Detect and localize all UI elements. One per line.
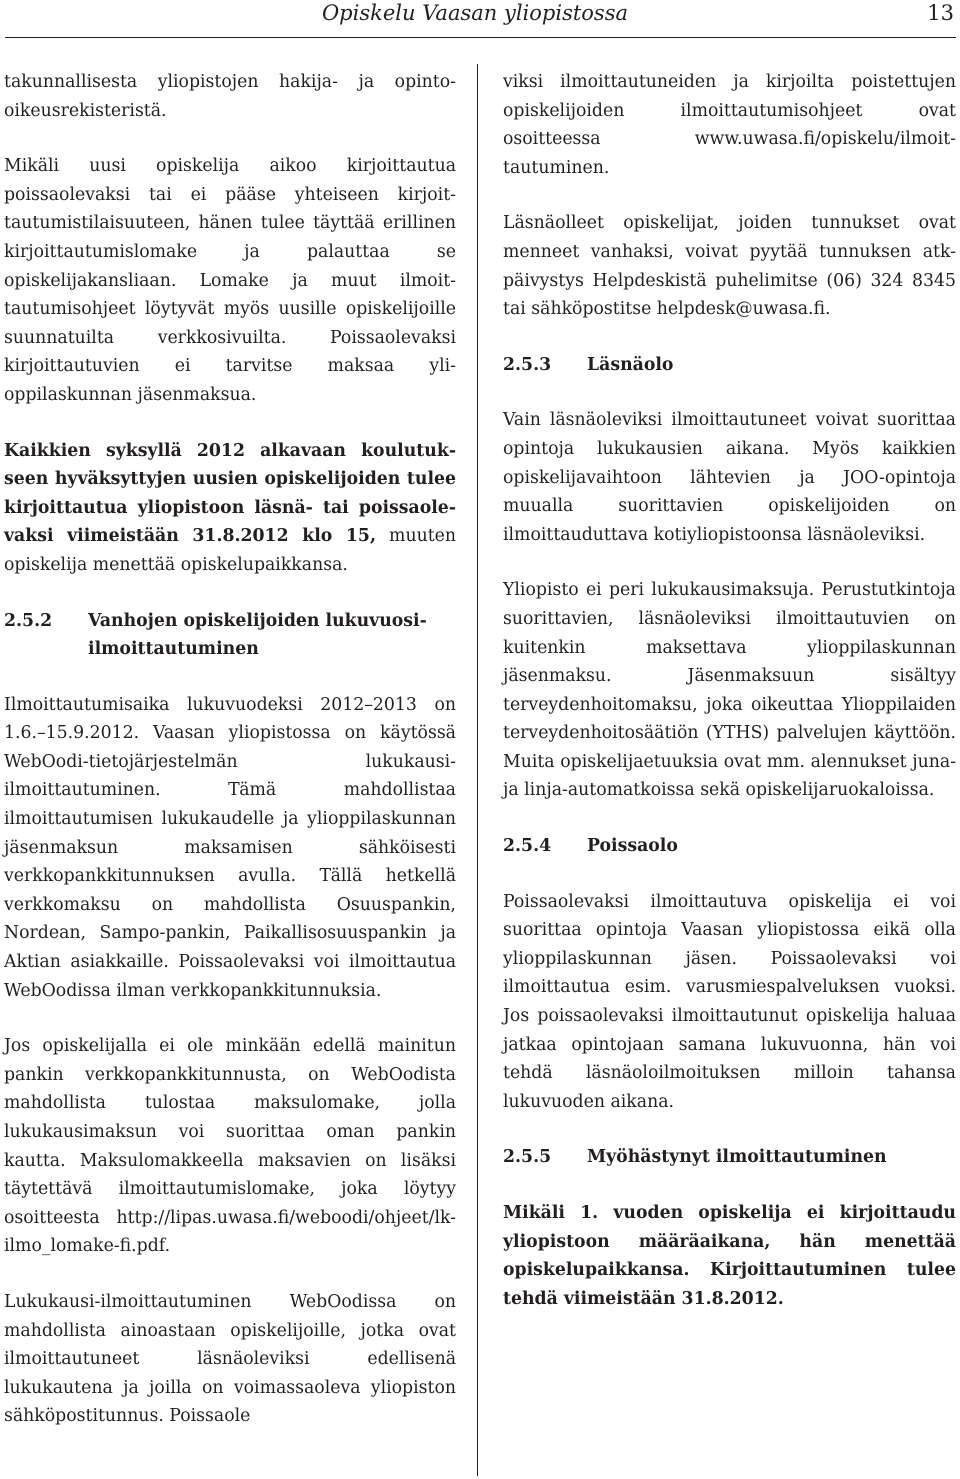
paragraph: Poissaolevaksi ilmoittautuva opiskelija ei voi suorittaa opintoja Vaasan yliopistossa eikä olla ylioppilaskunnan jäsen. Poissaolevaksi voi ilmoittautua esim. varusmiespalveluksen vuoksi. Jos poissaolevaksi ilmoittautunut opiskelija haluaa jatkaa opintojaan samana lukuvuonna, hän voi tehdä läsnäoloilmoituksen milloin tahansa lukuvuoden aikana. bbox=[503, 891, 956, 1112]
section-number: 2.5.4 bbox=[503, 836, 552, 857]
paragraph: Ilmoittautumisaika lukuvuodeksi 2012–2013 on 1.6.–15.9.2012. Vaasan yliopistossa on käytössä WebOodi-tietojärjestelmän lukukausi-ilmoittautuminen. Tämä mahdollistaa ilmoittautumisen lukukaudelle ja ylioppilaskunnan jäsenmaksun maksamisen sähköisesti verkkopankkitunnuksen avulla. Tällä hetkellä verkkomaksu on mahdollista Osuuspankin, Nordean, Sampo-pankin, Paikallisosuuspankin ja Aktian asiakkaille. Poissaolevaksi voi ilmoittautua WebOodissa ilman verkkopankkitunnuksia. bbox=[4, 694, 456, 1001]
paragraph: Yliopisto ei peri lukukausimaksuja. Perustutkintoja suorittavien, läsnäoleviksi ilmoittautuvien on kuitenkin maksettava ylioppilaskunnan jäsenmaksu. Jäsenmaksuun sisältyy terveydenhoitomaksu, joka oikeuttaa Ylioppilaiden terveydenhoitosäätiön (YTHS) palvelujen käyttöön. Muita opiskelijaetuuksia ovat mm. alennukset juna- ja linja-automatkoissa sekä opiskelijaruokaloissa. bbox=[503, 580, 956, 801]
paragraph: viksi ilmoittautuneiden ja kirjoilta poistettujen opiskelijoiden ilmoittautumisohjeet ovat osoitteessa www.uwasa.fi/opiskelu/ilmoittautuminen. bbox=[503, 72, 956, 178]
left-column bbox=[4, 68, 456, 1458]
section-heading bbox=[503, 832, 956, 861]
bold-paragraph: Mikäli 1. vuoden opiskelija ei kirjoittaudu yliopistoon määräaikana, hän menettää opiskelupaikkansa. Kirjoittautuminen tulee tehdä viimeistään 31.8.2012. bbox=[503, 1203, 956, 1309]
paragraph: Jos opiskelijalla ei ole minkään edellä mainitun pankin verkkopankkitunnusta, on WebOodista mahdollista tulostaa maksulomake, jolla lukukausimaksun voi suorittaa oman pankin kautta. Maksulomakkeella maksavien on lisäksi täytettävä ilmoittautumislomake, joka löytyy osoitteesta http://lipas.uwasa.fi/weboodi/ohjeet/lk-ilmo_lomake-fi.pdf. bbox=[4, 1036, 456, 1257]
paragraph: takunnallisesta yliopistojen hakija- ja opintooikeusrekisteristä. bbox=[4, 72, 456, 121]
section-title: Vanhojen opiskelijoiden lukuvuosi-ilmoittautuminen bbox=[88, 610, 427, 660]
section-number: 2.5.5 bbox=[503, 1147, 552, 1168]
section-heading bbox=[503, 351, 956, 380]
paragraph: Vain läsnäoleviksi ilmoittautuneet voivat suorittaa opintoja lukukausien aikana. Myös kaikkien opiskelijavaihtoon lähtevien ja JOO-opintoja muualla suorittavien opiskelijoiden on ilmoittauduttava kotiyliopistoonsa läsnäoleviksi. bbox=[503, 410, 956, 545]
running-title: Opiskelu Vaasan yliopistossa bbox=[321, 1, 628, 25]
header-rule bbox=[5, 37, 956, 38]
section-title: Läsnäolo bbox=[587, 354, 674, 375]
right-column bbox=[503, 68, 956, 1340]
normal-text: muuten opiskelija menettää opiskelupaikkansa. bbox=[4, 526, 457, 575]
section-heading bbox=[503, 1143, 956, 1172]
column-divider bbox=[477, 64, 478, 1476]
page-number: 13 bbox=[927, 1, 954, 25]
paragraph: Mikäli uusi opiskelija aikoo kirjoittautua poissaolevaksi tai ei pääse yhteiseen kirjoittautumistilaisuuteen, hänen tulee täyttää erillinen kirjoittautumislomake ja palauttaa se opiskelijakansliaan. Lomake ja muut ilmoittautumisohjeet löytyvät myös uusille opiskelijoille suunnatuilta verkkosivuilta. Poissaolevaksi kirjoittautuvien ei tarvitse maksaa ylioppilaskunnan jäsenmaksua. bbox=[4, 156, 456, 405]
bold-text: Kaikkien syksyllä 2012 alkavaan koulutukseen hyväksyttyjen uusien opiskelijoiden tulee kirjoittautua yliopistoon läsnä- tai poissaolevaksi viimeistään 31.8.2012 klo 15, bbox=[4, 440, 456, 547]
section-heading bbox=[4, 607, 456, 664]
paragraph: Läsnäolleet opiskelijat, joiden tunnukset ovat menneet vanhaksi, voivat pyytää tunnuksen atk-päivystys Helpdeskistä puhelimitse (06) 324 8345 tai sähköpostitse helpdesk@uwasa.fi. bbox=[503, 213, 956, 320]
paragraph: Lukukausi-ilmoittautuminen WebOodissa on mahdollista ainoastaan opiskelijoille, jotka ovat ilmoittautuneet läsnäoleviksi edellisenä lukukautena ja joilla on voimassaoleva yliopiston sähköpostitunnus. Poissaole bbox=[4, 1291, 456, 1427]
section-number: 2.5.2 bbox=[4, 610, 53, 631]
section-title: Myöhästynyt ilmoittautuminen bbox=[587, 1147, 887, 1168]
section-title: Poissaolo bbox=[587, 836, 678, 857]
running-header bbox=[0, 0, 960, 40]
section-number: 2.5.3 bbox=[503, 354, 552, 375]
bold-paragraph bbox=[4, 437, 456, 580]
